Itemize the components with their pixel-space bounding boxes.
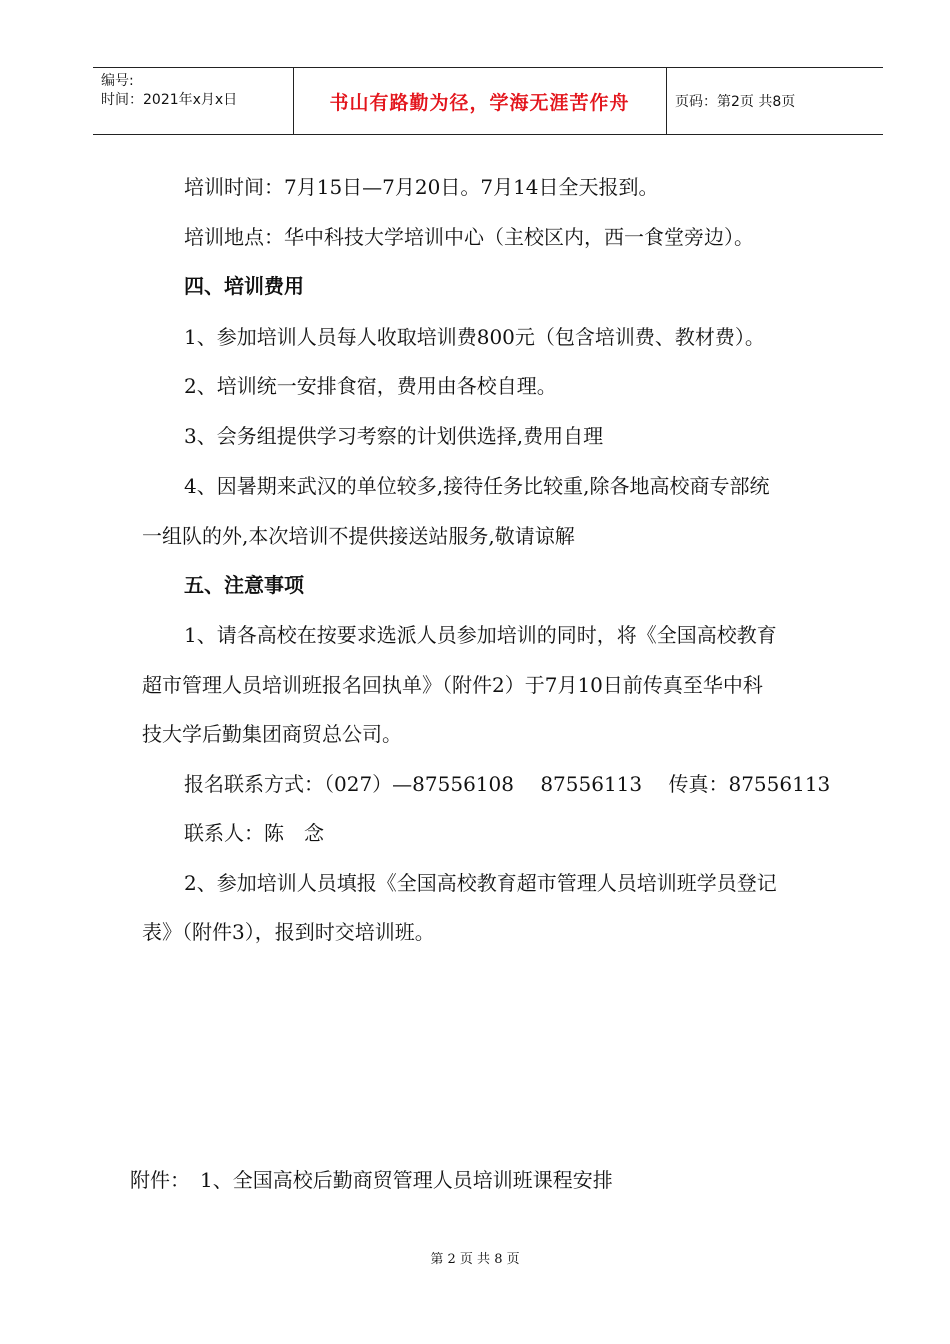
contact-person: 联系人：陈 念 <box>184 821 324 845</box>
attachment-line: 附件： 1、全国高校后勤商贸管理人员培训班课程安排 <box>130 1168 613 1192</box>
doc-time-label: 时间：2021年x月x日 <box>101 92 238 108</box>
header-meta <box>101 72 291 110</box>
contact-info: 报名联系方式：（027）—87556108 87556113 传真：87556113 <box>184 772 831 796</box>
header-page-info: 页码：第2页 共8页 <box>675 94 796 110</box>
training-place: 培训地点：华中科技大学培训中心（主校区内，西一食堂旁边）。 <box>184 225 754 249</box>
doc-code-label: 编号: <box>101 73 134 89</box>
notice2-line-1: 2、参加培训人员填报《全国高校教育超市管理人员培训班学员登记 <box>184 871 777 895</box>
header-motto: 书山有路勤为径，学海无涯苦作舟 <box>329 91 630 114</box>
fee-item-4: 4、因暑期来武汉的单位较多,接待任务比较重,除各地高校商专部统 <box>184 474 770 498</box>
section4-title: 四、培训费用 <box>184 274 304 298</box>
fee-item-2: 2、培训统一安排食宿，费用由各校自理。 <box>184 374 557 398</box>
notice2-line-2: 表》（附件3），报到时交培训班。 <box>142 920 435 944</box>
section5-title: 五、注意事项 <box>184 573 304 597</box>
fee-item-4-cont: 一组队的外,本次培训不提供接送站服务,敬请谅解 <box>142 524 575 548</box>
page-footer: 第 2 页 共 8 页 <box>430 1252 520 1267</box>
notice1-line-2: 超市管理人员培训班报名回执单》（附件2）于7月10日前传真至华中科 <box>142 673 763 697</box>
fee-item-1: 1、参加培训人员每人收取培训费800元（包含培训费、教材费）。 <box>184 325 765 349</box>
header-divider <box>666 68 667 134</box>
page-header <box>93 67 883 135</box>
fee-item-3: 3、会务组提供学习考察的计划供选择,费用自理 <box>184 424 604 448</box>
notice1-line-3: 技大学后勤集团商贸总公司。 <box>142 722 402 746</box>
training-time: 培训时间：7月15日—7月20日。7月14日全天报到。 <box>184 175 659 199</box>
notice1-line-1: 1、请各高校在按要求选派人员参加培训的同时，将《全国高校教育 <box>184 623 777 647</box>
